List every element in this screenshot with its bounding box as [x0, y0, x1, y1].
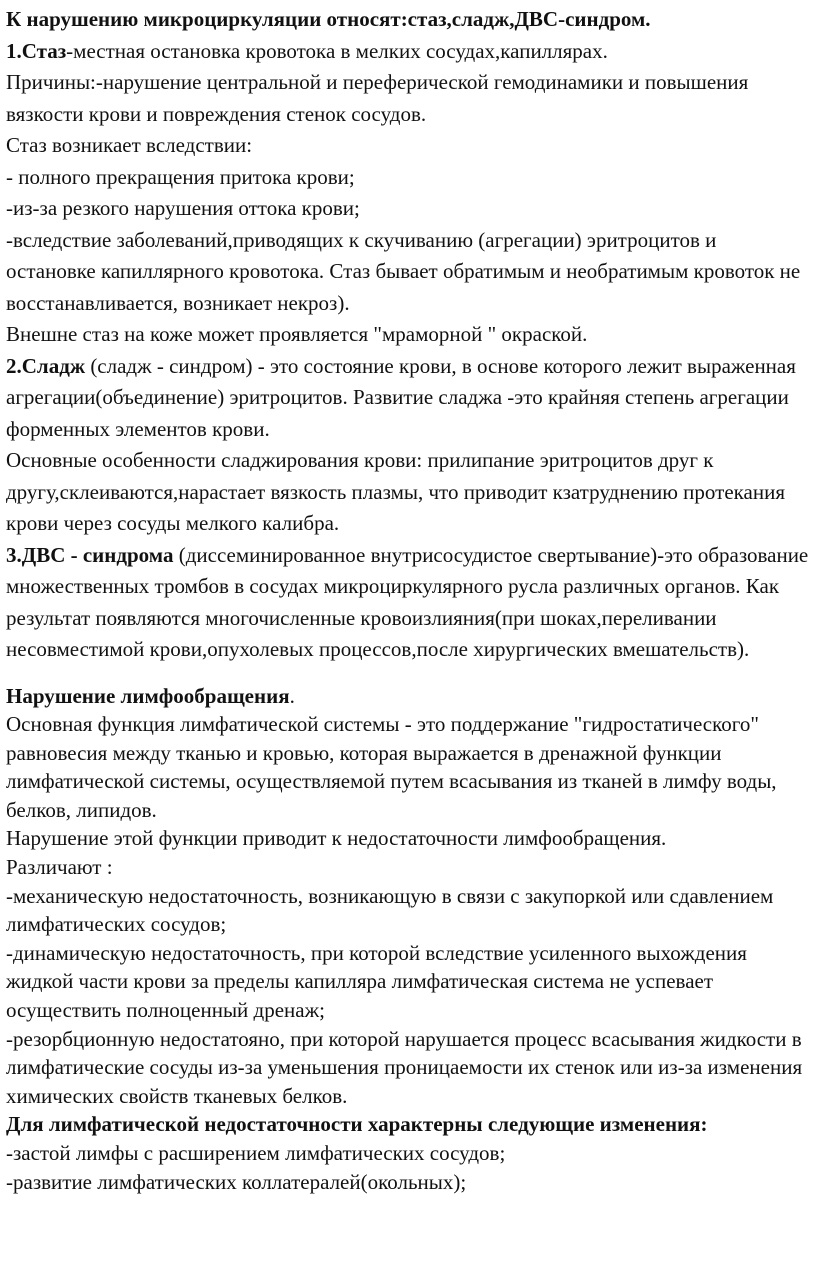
term-dic: 3.ДВС - синдрома [6, 542, 174, 567]
stasis-causes: Причины:-нарушение центральной и переферической гемодинамики и повышения вязкости крови и повреждения стенок сосудов. [6, 70, 749, 126]
list-item: -резорбционную недостатояно, при которой нарушается процесс всасывания жидкости в лимфатические сосуды из-за уменьшения проницаемости их стенок или из-за изменения химических свойств тканевых белков. [6, 1026, 803, 1108]
stasis-external: Внешне стаз на коже может проявляется "мраморной " окраской. [6, 322, 588, 346]
list-item: -из-за резкого нарушения оттока крови; [6, 196, 360, 220]
lymph-distinguish: Различают : [6, 855, 113, 880]
list-item: -развитие лимфатических коллатералей(окольных); [6, 1169, 467, 1194]
changes-heading: Для лимфатической недостаточности характерны следующие изменения: [6, 1112, 708, 1137]
term-sludge: 2.Сладж [6, 353, 86, 378]
term-stasis: 1.Стаз [6, 38, 67, 63]
list-item: - полного прекращения притока крови; [6, 164, 355, 189]
list-item: -застой лимфы с расширением лимфатических сосудов; [6, 1141, 506, 1165]
list-item: -динамическую недостаточность, при которой вследствие усиленного выхождения жидкой части крови за пределы капилляра лимфатическая система не успевает осуществить полноценный дренаж; [6, 940, 747, 1023]
stasis-definition: 1.Стаз-местная остановка кровотока в мелких сосудах,капиллярах. [6, 38, 608, 63]
section-lymph-circulation [6, 682, 810, 1197]
lymph-intro: Основная функция лимфатической системы - это поддержание "гидростатического" равновесия между тканью и кровью, которая выражается в дренажной функции лимфатической системы, осуществляемой путем всасывания из тканей в лимфу воды, белков, липидов. [6, 712, 777, 822]
dic-definition: 3.ДВС - синдрома (диссеминированное внутрисосудистое свертывание)-это образование множественных тромбов в сосудах микроциркулярного русла различных органов. Как результат появляются многочисленные кровоизлияния(при шоках,переливании несовместимой крови,опухолевых процессов,после хирургических вмешательств). [6, 542, 809, 661]
lymph-consequence: Нарушение этой функции приводит к недостаточности лимфообращения. [6, 826, 667, 851]
section-title: К нарушению микроциркуляции относят:стаз,сладж,ДВС-синдром. [6, 7, 651, 31]
list-item: -механическую недостаточность, возникающую в связи с закупоркой или сдавлением лимфатических сосудов; [6, 883, 774, 937]
list-item: -вследствие заболеваний,приводящих к скучиванию (агрегации) эритроцитов и остановке капиллярного кровотока. Стаз бывает обратимым и необратимым кровоток не восстанавливается, возникает некроз). [6, 227, 801, 315]
sludge-features: Основные особенности сладжирования крови: прилипание эритроцитов друг к другу,склеиваются,нарастает вязкость плазмы, что приводит кзатруднению протекания крови через сосуды мелкого калибра. [6, 448, 785, 535]
section-microcirculation [6, 4, 810, 666]
stasis-arises: Стаз возникает вследствии: [6, 133, 253, 157]
section-title: Нарушение лимфообращения. [6, 683, 295, 708]
sludge-definition: 2.Сладж (сладж - синдром) - это состояние крови, в основе которого лежит выраженная агрегации(объединение) эритроцитов. Развитие сладжа -это крайняя степень агрегации форменных элементов крови. [6, 353, 796, 441]
